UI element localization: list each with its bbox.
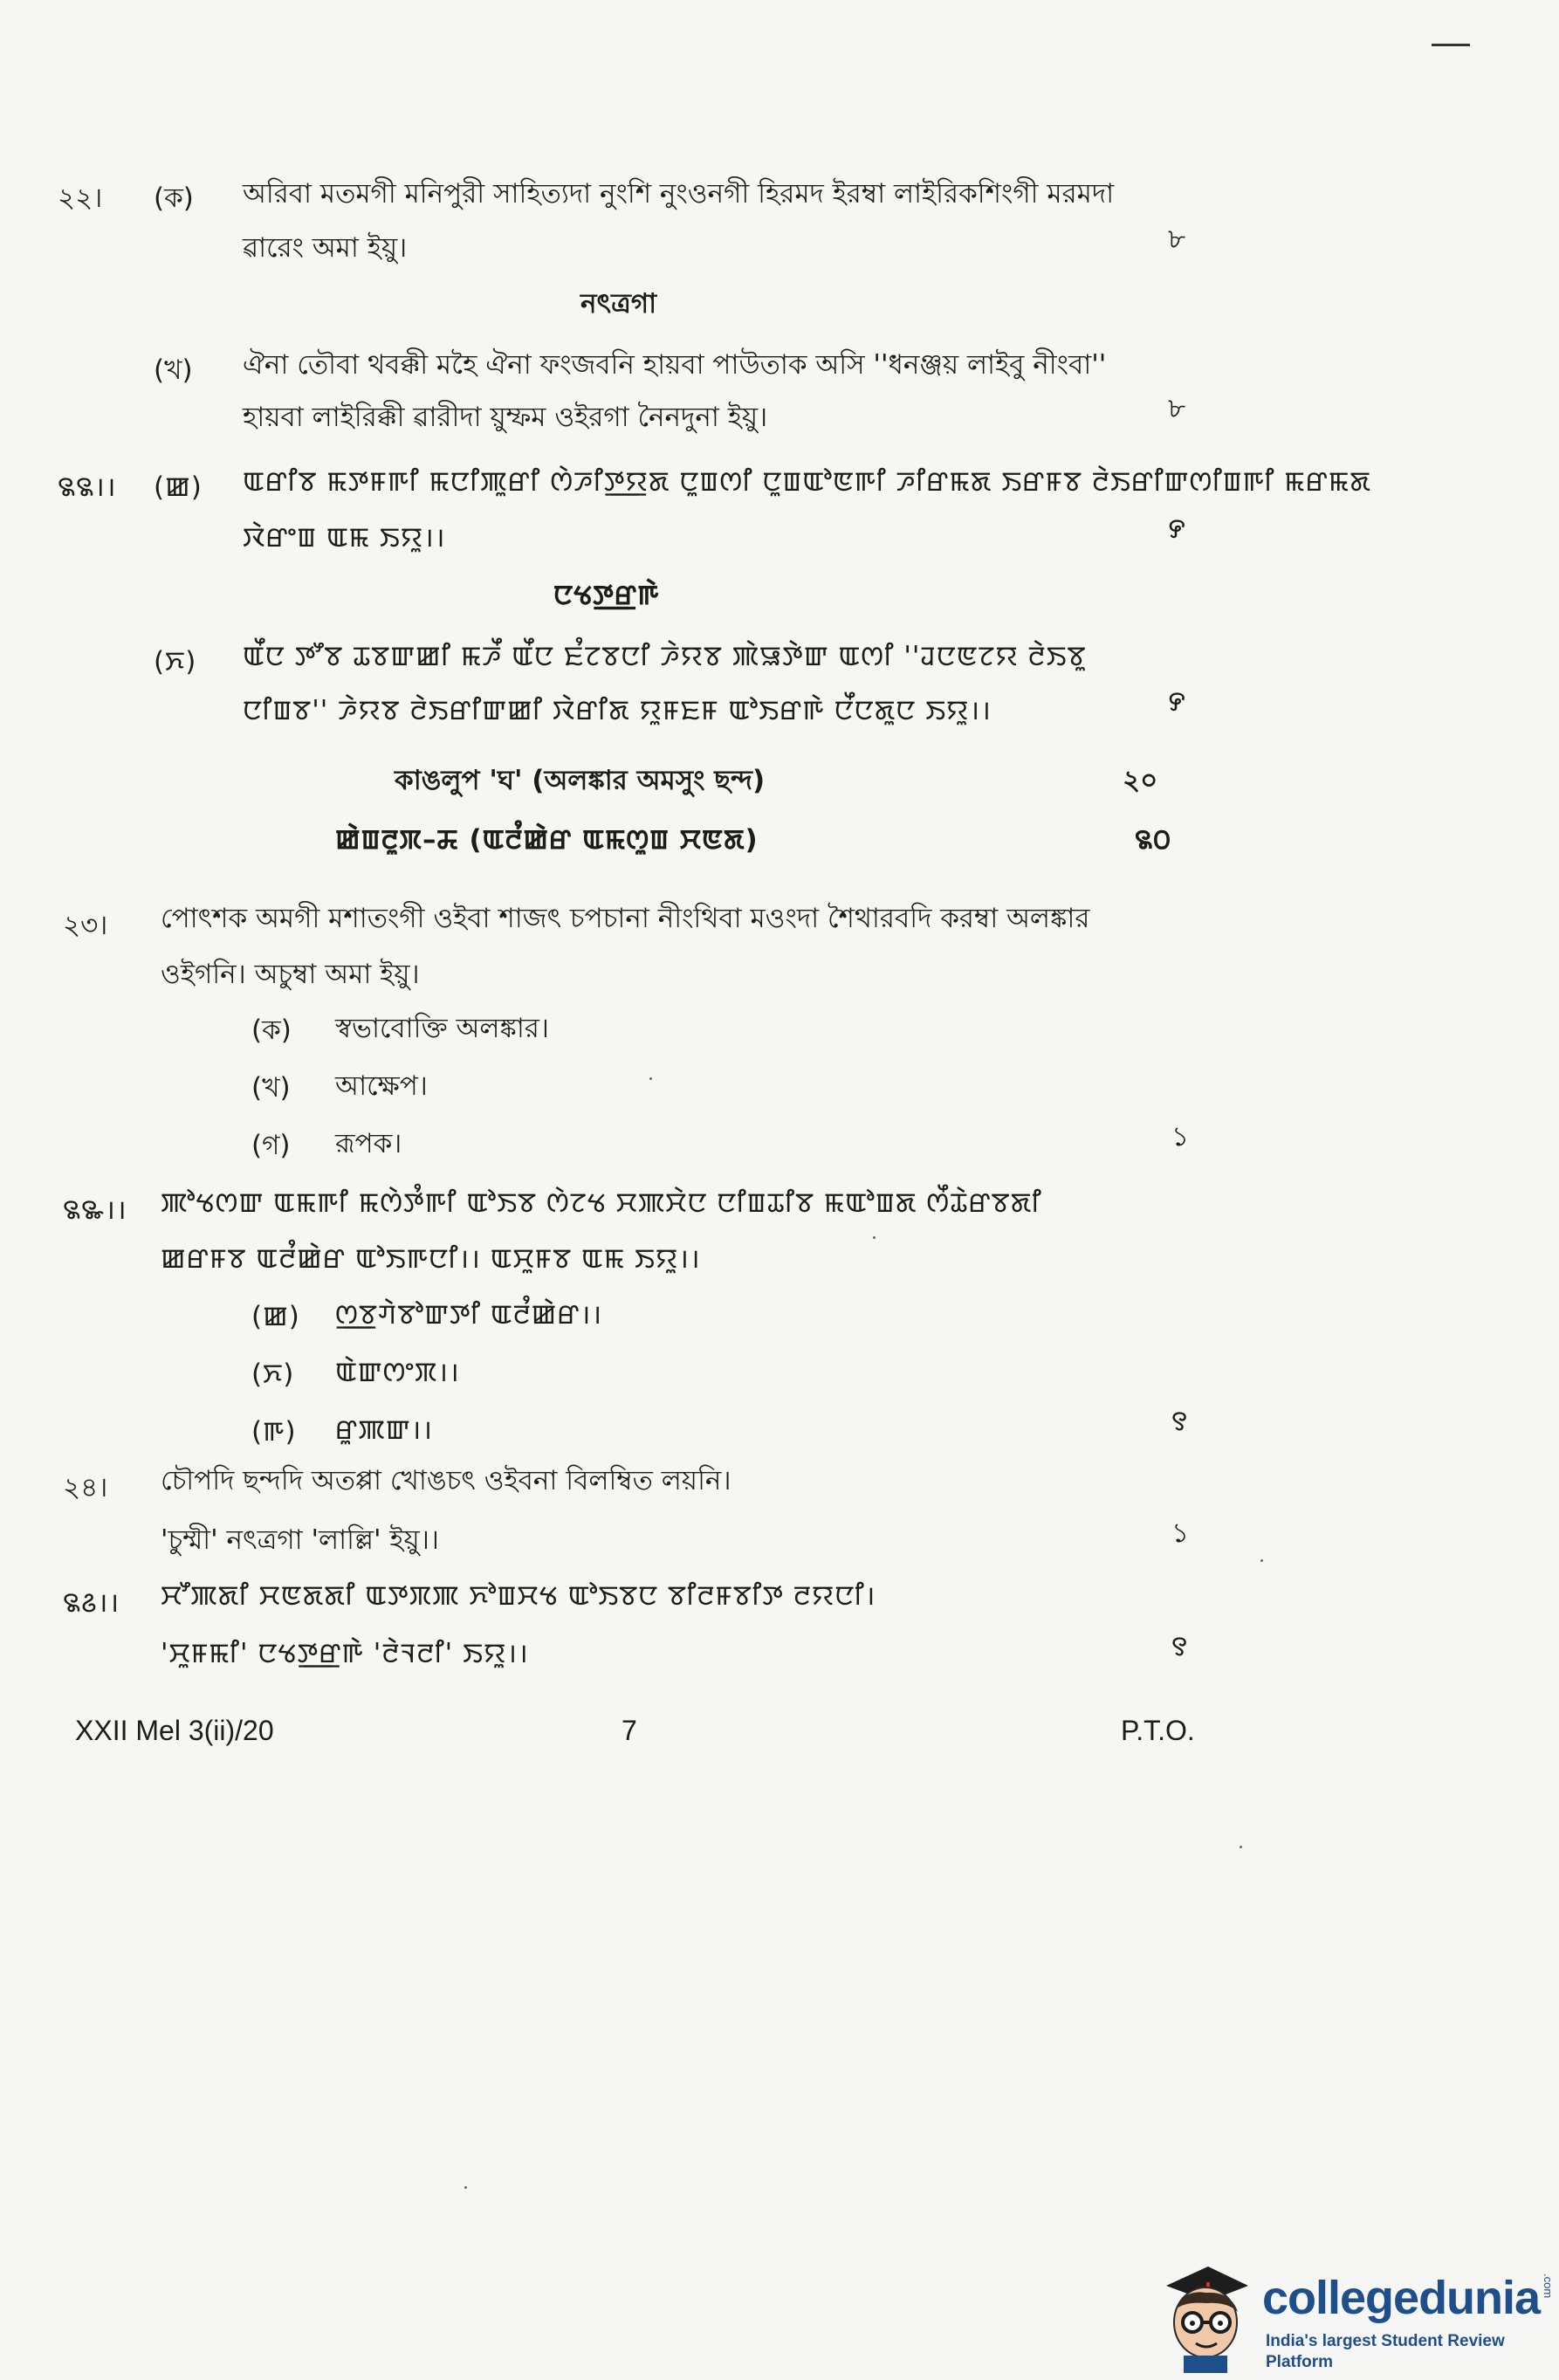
question-text: পোৎশক অমগী মশাতংগী ওইবা শাজৎ চপচানা নীংথিবা মওংদা শৈথারবদি করম্বা অলঙ্কার — [161, 903, 1090, 934]
question-number: ꯲꯲।। — [58, 471, 117, 503]
please-turn-over: P.T.O. — [1121, 1715, 1195, 1746]
option-label: (ক) — [251, 1015, 292, 1046]
option-label: (ꯈ) — [154, 646, 197, 678]
question-text: ꯑꯔꯤꯕ ꯃꯇꯝꯒꯤ ꯃꯅꯤꯄꯨꯔꯤ ꯁꯥꯍꯤꯇ꯭ꯌꯗ ꯅꯨꯡꯁꯤ ꯅꯨꯡꯑꯣꯟꯒꯤ ꯍꯤꯔꯃꯗ ꯏꯔꯝꯕ ꯂꯥꯏꯔꯤꯛꯁꯤꯡꯒꯤ ꯃꯔꯃꯗ — [243, 466, 1371, 498]
logo-domain: .com — [1542, 2273, 1555, 2299]
question-text: ꯅꯤꯡꯕ'' ꯍꯥꯌꯕ ꯂꯥꯏꯔꯤꯛꯀꯤ ꯋꯥꯔꯤꯗ ꯌꯨꯝꯐꯝ ꯑꯣꯏꯔꯒꯥ ꯅꯩꯅꯗꯨꯅ ꯏꯌꯨ।। — [243, 695, 992, 726]
option-text: ꯔꯨꯄꯛ।। — [335, 1414, 434, 1446]
question-text: ꯆꯧꯄꯗꯤ ꯆꯟꯗꯗꯤ ꯑꯇꯞꯄ ꯈꯣꯡꯆꯠ ꯑꯣꯏꯕꯅ ꯕꯤꯂꯝꯕꯤꯇ ꯂꯌꯅꯤ। — [161, 1580, 876, 1612]
option-text: ꯁ꯭ꯕꯚꯥꯕꯣꯛꯇꯤ ꯑꯂꯪꯀꯥꯔ।। — [335, 1299, 603, 1331]
section-marks: ꯲꯰ — [1135, 824, 1172, 856]
question-number: ꯲꯴।। — [63, 1587, 120, 1619]
or-separator: নৎত্রগা — [580, 288, 657, 320]
question-text: 'চুম্মী' নৎত্রগা 'লাল্লি' ইয়ু।। — [161, 1524, 439, 1556]
question-text: ওইগনি। অচুম্বা অমা ইয়ু। — [161, 959, 420, 990]
marks: ৮ — [1168, 224, 1186, 255]
marks: ꯸ — [1168, 513, 1186, 545]
option-label: (ক) — [154, 182, 194, 214]
logo-wordmark: collegedunia — [1262, 2272, 1541, 2324]
question-number: ২২। — [58, 182, 103, 214]
option-label: (ꯒ) — [251, 1416, 297, 1448]
question-text: ঐনা তৌবা থবক্কী মহৈ ঐনা ফংজবনি হায়বা পাউতাক অসি ''ধনঞ্জয় লাইবু নীংবা'' — [243, 349, 1107, 381]
question-text: ꯄꯣꯠꯁꯛ ꯑꯃꯒꯤ ꯃꯁꯥꯇꯪꯒꯤ ꯑꯣꯏꯕ ꯁꯥꯖꯠ ꯆꯄꯆꯥꯅ ꯅꯤꯡꯊꯤꯕ ꯃꯑꯣꯡꯗ ꯁꯩꯊꯥꯔꯕꯗꯤ — [161, 1187, 1042, 1219]
option-label: (ꯀ) — [251, 1301, 300, 1332]
question-text: 'ꯆꯨꯝꯃꯤ' ꯅꯠꯇ꯭ꯔꯒꯥ 'ꯂꯥꯜꯂꯤ' ꯏꯌꯨ।। — [161, 1638, 529, 1669]
or-separator: ꯅꯠꯇ꯭ꯔꯒꯥ — [553, 580, 660, 611]
option-label: (খ) — [251, 1072, 291, 1104]
paper-code: XXII Mel 3(ii)/20 — [75, 1715, 274, 1746]
section-marks: ২০ — [1123, 765, 1158, 796]
marks: ১ — [1171, 1517, 1190, 1549]
question-text: ꯀꯔꯝꯕ ꯑꯂꯪꯀꯥꯔ ꯑꯣꯏꯒꯅꯤ।। ꯑꯆꯨꯝꯕ ꯑꯃ ꯏꯌꯨ।। — [161, 1243, 701, 1275]
option-text: রূপক। — [335, 1128, 402, 1159]
marks: ꯱ — [1171, 1631, 1189, 1662]
marks: ꯸ — [1168, 686, 1186, 718]
question-text: ꯑꯩꯅ ꯇꯧꯕ ꯊꯕꯛꯀꯤ ꯃꯍꯩ ꯑꯩꯅ ꯐꯪꯖꯕꯅꯤ ꯍꯥꯌꯕ ꯄꯥꯎꯇꯥꯛ ꯑꯁꯤ ''ꯙꯅꯟꯖꯌ ꯂꯥꯏꯕꯨ — [243, 641, 1087, 672]
collegedunia-logo — [1157, 2260, 1556, 2373]
section-heading: কাঙলুপ 'ঘ' (অলঙ্কার অমসুং ছন্দ) — [395, 765, 766, 796]
scan-speck — [464, 2186, 467, 2189]
question-text: অরিবা মতমগী মনিপুরী সাহিত্যদা নুংশি নুংওনগী হিরমদ ইরম্বা লাইরিকশিংগী মরমদা — [243, 178, 1115, 210]
student-mascot-icon — [1157, 2260, 1253, 2373]
question-text: চৌপদি ছন্দদি অতপ্পা খোঙচৎ ওইবনা বিলম্বিত লয়নি। — [161, 1465, 731, 1496]
option-text: ꯑꯥꯛꯁꯦꯞ।। — [335, 1357, 460, 1388]
scan-speck — [1260, 1559, 1263, 1562]
option-text: স্বভাবোক্তি অলঙ্কার। — [335, 1013, 549, 1044]
marks: ১ — [1171, 1121, 1190, 1152]
page-number: 7 — [622, 1715, 637, 1746]
question-text: ꯋꯥꯔꯦꯡ ꯑꯃ ꯏꯌꯨ।। — [243, 522, 446, 554]
option-label: (ꯀ) — [154, 471, 203, 503]
option-label: (গ) — [251, 1130, 291, 1161]
marks: ৮ — [1168, 393, 1186, 424]
question-text: হায়বা লাইরিক্কী ৱারীদা য়ুম্ফম ওইরগা নৈনদুনা ইয়ু। — [243, 402, 768, 433]
section-heading: ꯀꯥꯡꯂꯨꯞ–ꯘ (ꯑꯂꯪꯀꯥꯔ ꯑꯃꯁꯨꯡ ꯆꯟꯗ) — [335, 824, 759, 856]
question-text: ৱারেং অমা ইয়ু। — [243, 232, 408, 264]
question-number: ২৪। — [63, 1472, 108, 1503]
scan-speck — [649, 1077, 652, 1080]
logo-tagline: India's largest Student Review Platform — [1266, 2332, 1505, 2371]
option-label: (খ) — [154, 354, 193, 386]
page-corner-mark — [1432, 44, 1470, 46]
scan-speck — [873, 1236, 876, 1239]
scan-speck — [1240, 1846, 1242, 1848]
option-label: (ꯈ) — [251, 1359, 295, 1390]
question-number: ২৩। — [63, 910, 108, 941]
marks: ꯱ — [1171, 1406, 1189, 1437]
question-number: ꯲꯳।। — [63, 1194, 127, 1226]
option-text: আক্ষেপ। — [335, 1070, 428, 1102]
